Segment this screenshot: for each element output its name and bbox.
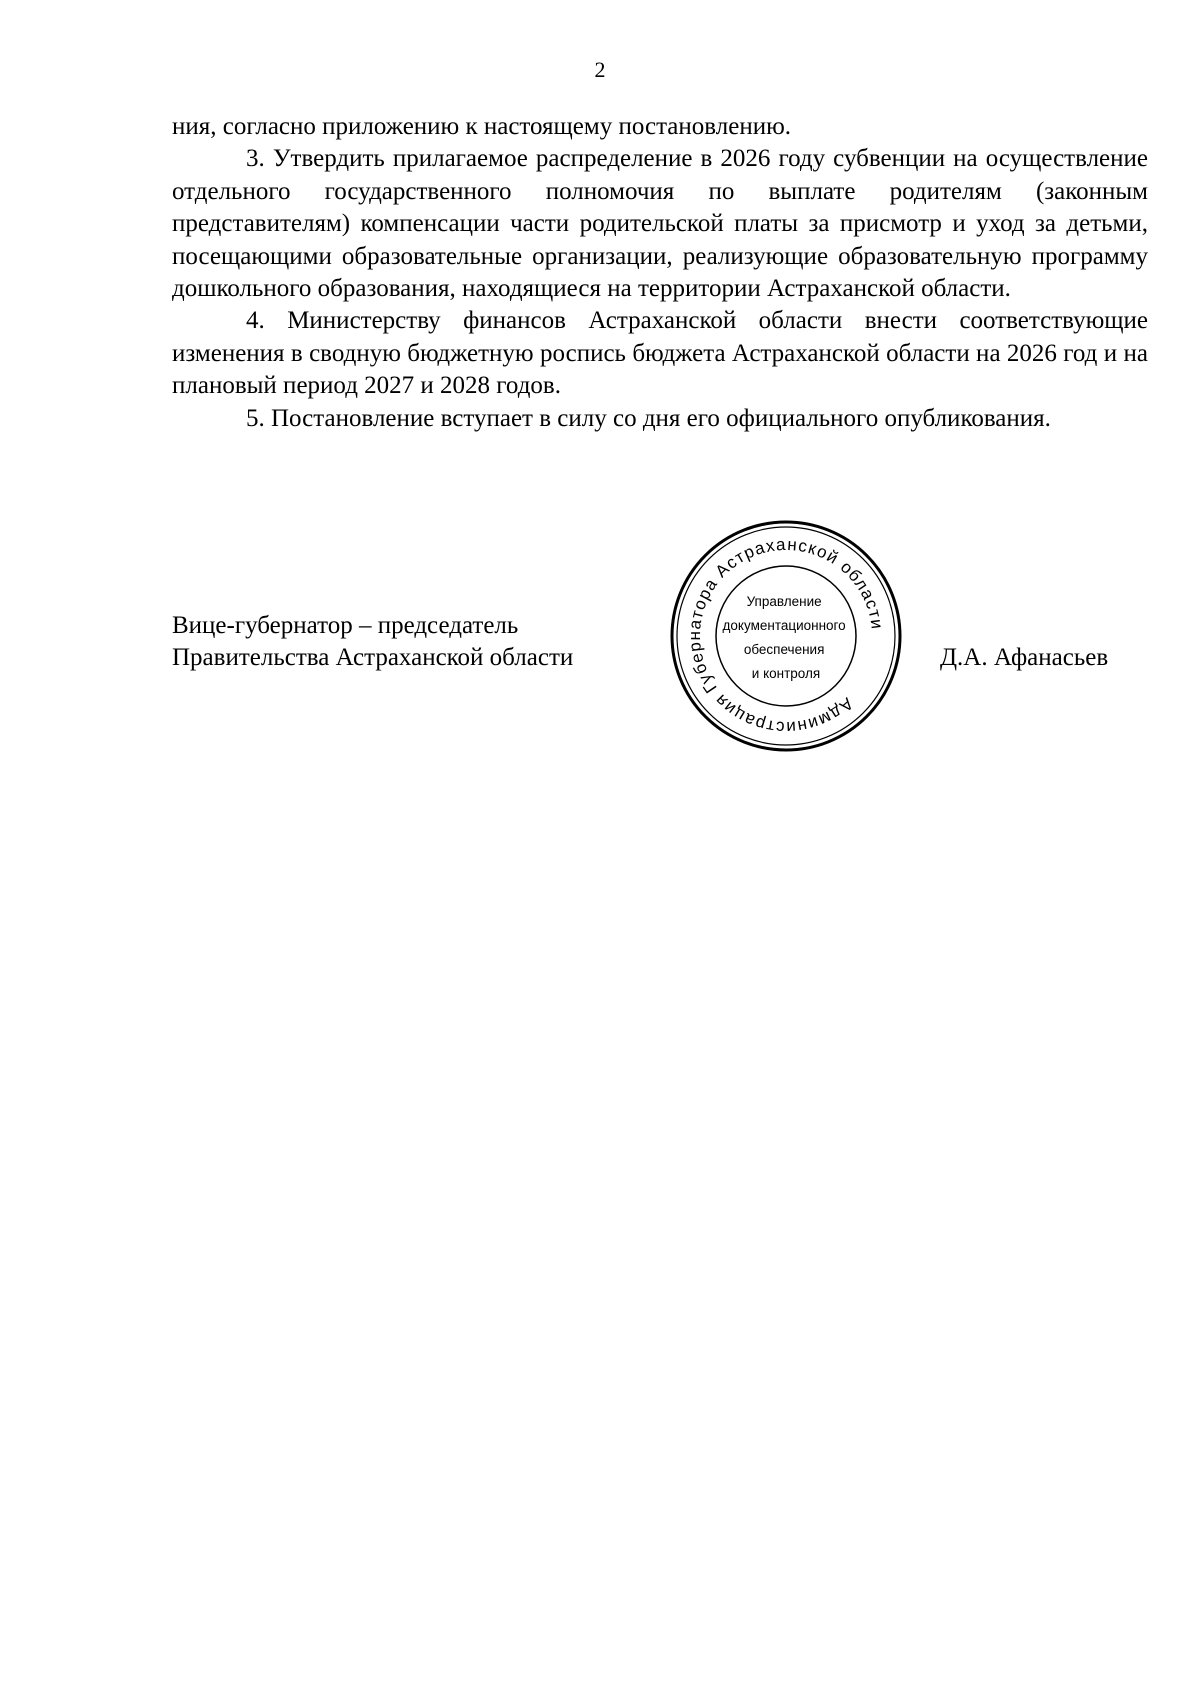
paragraph-continuation: ния, согласно приложению к настоящему постановлению. [172,113,792,140]
paragraph-item-4: 4. Министерству финансов Астраханской области внести соответствующие изменения в сводную бюджетную роспись бюджета Астраханской области на 2026 год и на плановый период 2027 и 2028 годов. [172,307,1148,400]
seal-inner-ring [716,566,856,706]
signatory-position [172,610,573,674]
seal-outer-ring [672,522,900,750]
seal-graphic [668,518,904,754]
signatory-name: Д.А. Афанасьев [940,644,1109,671]
document-body [172,111,1148,435]
paragraph-item-3: 3. Утвердить прилагаемое распределение в 2026 году субвенции на осуществление отдельного государственного полномочия по выплате родителям (законным представителям) компенсации части родительской платы за присмотр и уход за детьми, посещающими образовательные организации, реализующие образовательную программу дошкольного образования, находящиеся на территории Астраханской области. [172,145,1148,303]
signatory-position-line2: Правительства Астраханской области [172,644,574,671]
page-number: 2 [594,57,606,82]
signatory-position-line1: Вице-губернатор – председатель [172,612,519,639]
seal-outer-ring-inner [677,527,895,745]
official-seal [668,518,904,754]
paragraph-item-5: 5. Постановление вступает в силу со дня его официального опубликования. [246,404,1051,432]
seal-center-text: Управление документационного обеспечения и контроля [722,594,846,681]
seal-ring-text: Администрация Губернатора Астраханской области [684,534,887,738]
